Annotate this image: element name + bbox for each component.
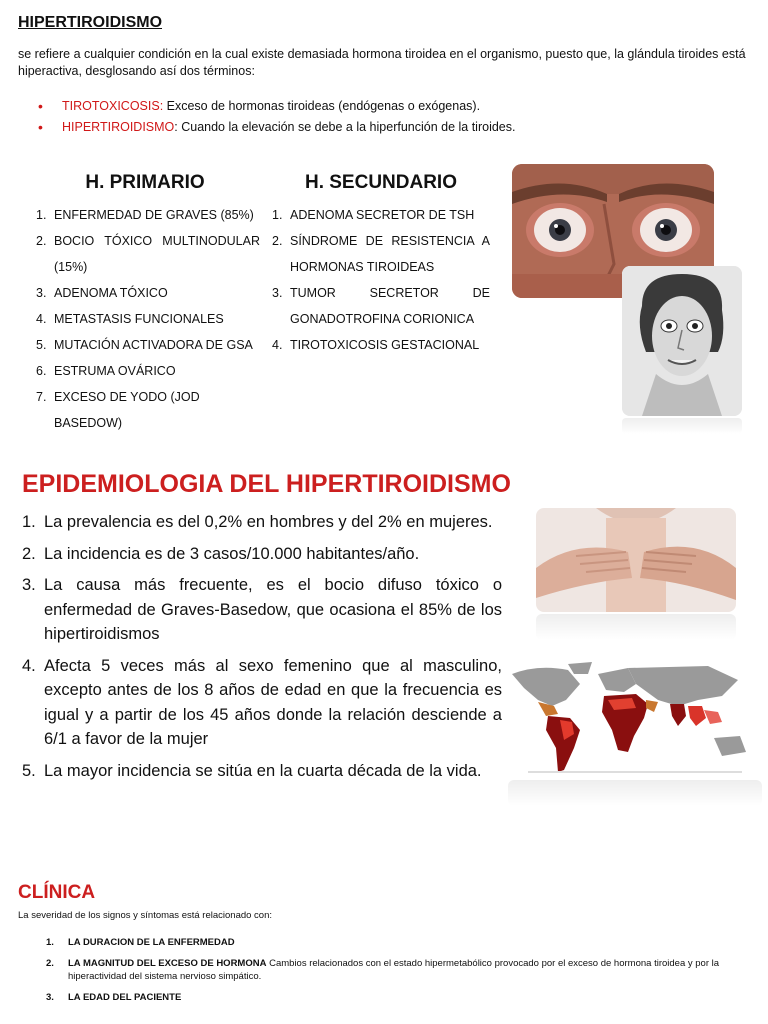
list-item: 4. TIROTOXICOSIS GESTACIONAL — [272, 338, 480, 352]
list-item: 1. ENFERMEDAD DE GRAVES (85%) — [36, 208, 254, 222]
list-item: 4. METASTASIS FUNCIONALES — [36, 312, 224, 326]
definition-text: Exceso de hormonas tiroideas (endógenas o exógenas). — [163, 99, 481, 113]
list-item: 3. La causa más frecuente, es el bocio difuso tóxico o enfermedad de Graves-Basedow, que ocasiona el 85% de los hipertiroidismos — [22, 576, 502, 643]
clinica-heading: CLÍNICA — [18, 882, 96, 903]
map-reflection — [508, 780, 762, 806]
list-item: 1. LA DURACION DE LA ENFERMEDAD — [46, 937, 235, 948]
epidemiology-heading: EPIDEMIOLOGIA DEL HIPERTIROIDISMO — [22, 470, 511, 498]
list-item: 1. ADENOMA SECRETOR DE TSH — [272, 208, 475, 222]
list-item: 6. ESTRUMA OVÁRICO — [36, 364, 176, 378]
list-item: 7. EXCESO DE YODO (JOD BASEDOW) — [36, 390, 200, 430]
list-item: 3. TUMOR SECRETOR DE GONADOTROFINA CORIONICA — [272, 286, 490, 326]
primary-list — [36, 202, 260, 436]
epidemiology-list — [22, 510, 502, 790]
list-item: 3. LA EDAD DEL PACIENTE — [46, 992, 182, 1003]
graves-patient-portrait — [622, 266, 742, 416]
secondary-heading: H. SECUNDARIO — [304, 172, 457, 193]
list-item: 4. Afecta 5 veces más al sexo femenino que al masculino, excepto antes de los 8 años de edad en que la frecuencia es igual y a partir de los 45 años donde la relación desciende a 6/1 a favor de la mujer — [22, 656, 502, 748]
list-item: 2. SÍNDROME DE RESISTENCIA A HORMONAS TIROIDEAS — [272, 234, 490, 274]
list-item: 5. MUTACIÓN ACTIVADORA DE GSA — [36, 338, 253, 352]
secondary-list — [272, 202, 490, 358]
list-item: 2. La incidencia es de 3 casos/10.000 habitantes/año. — [22, 544, 420, 563]
neck-palpation-photo — [536, 508, 736, 612]
definition-text: : Cuando la elevación se debe a la hiperfunción de la tiroides. — [174, 120, 516, 134]
world-incidence-map — [508, 660, 762, 778]
definition-item — [38, 96, 758, 117]
definition-term: TIROTOXICOSIS: — [62, 99, 164, 113]
page-title: HIPERTIROIDISMO — [18, 14, 163, 31]
list-item: 5. La mayor incidencia se sitúa en la cuarta década de la vida. — [22, 761, 482, 780]
definitions-list — [38, 96, 758, 138]
list-item: 3. ADENOMA TÓXICO — [36, 286, 168, 300]
primary-heading: H. PRIMARIO — [85, 172, 205, 193]
neck-photo-reflection — [536, 614, 736, 640]
clinica-list — [46, 936, 758, 1012]
list-item: 2. LA MAGNITUD DEL EXCESO DE HORMONA Cambios relacionados con el estado hipermetabólico provocado por el exceso de hormona tiroidea y por la hiperactividad del sistema nervioso simpático. — [46, 958, 720, 982]
definition-item — [38, 117, 758, 138]
list-item: 2. BOCIO TÓXICO MULTINODULAR (15%) — [36, 234, 260, 274]
definition-term: HIPERTIROIDISMO — [62, 120, 175, 134]
intro-paragraph: se refiere a cualquier condición en la cual existe demasiada hormona tiroidea en el organismo, puesto que, la glándula tiroides está hiperactiva, desglosando así dos términos: — [18, 47, 746, 78]
portrait-reflection — [622, 418, 742, 434]
list-item: 1. La prevalencia es del 0,2% en hombres y del 2% en mujeres. — [22, 513, 493, 531]
clinica-intro: La severidad de los signos y síntomas está relacionado con: — [18, 910, 273, 921]
